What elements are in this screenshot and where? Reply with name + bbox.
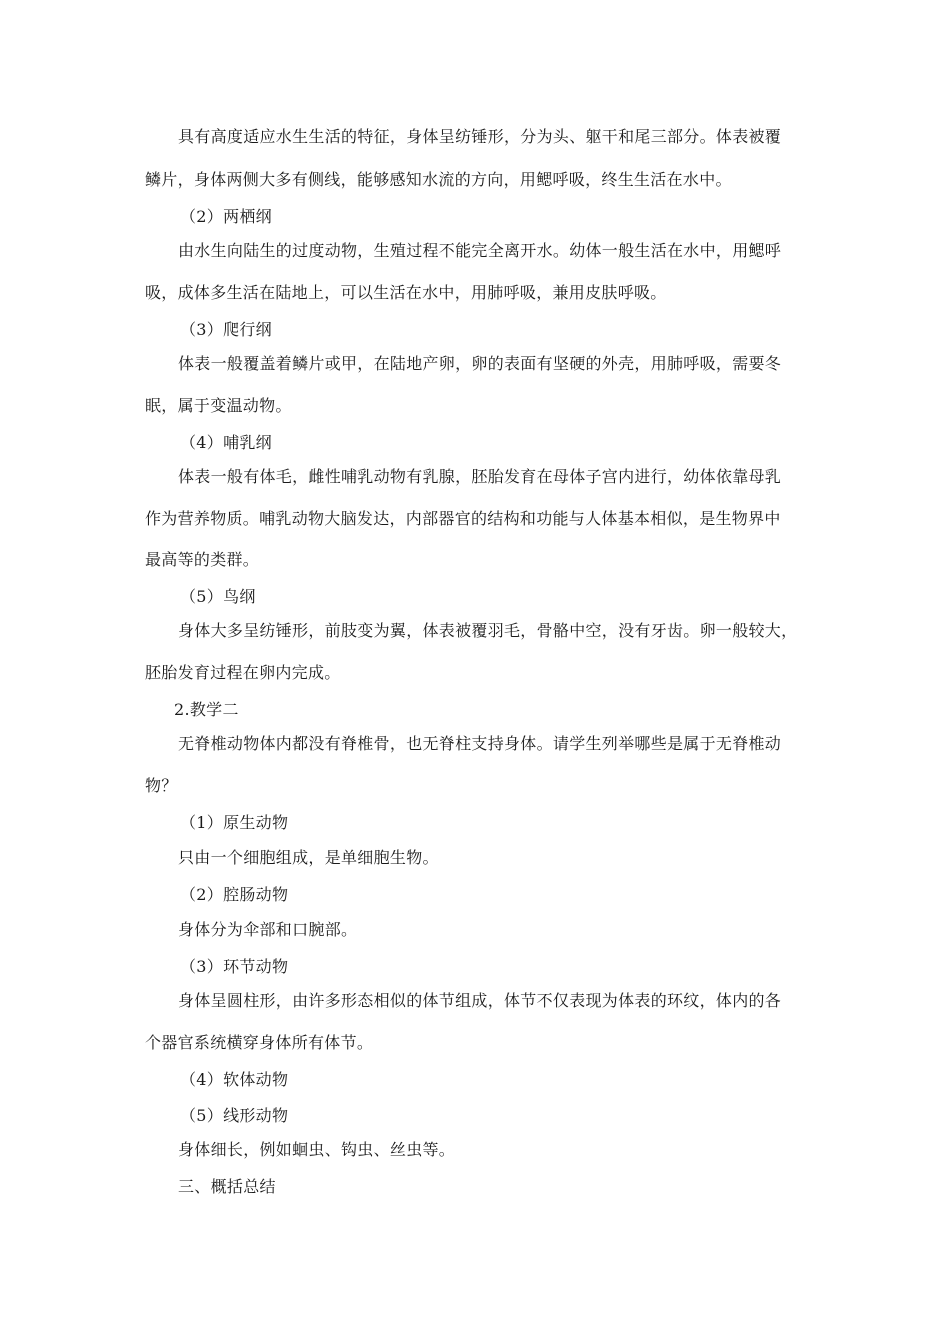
paragraph-line: 吸，成体多生活在陆地上，可以生活在水中，用肺呼吸，兼用皮肤呼吸。 (145, 283, 667, 302)
section-heading: （2）腔肠动物 (180, 885, 289, 904)
paragraph-line: 具有高度适应水生生活的特征，身体呈纺锤形，分为头、躯干和尾三部分。体表被覆 (178, 127, 782, 146)
paragraph-line: 最高等的类群。 (145, 550, 260, 569)
section-heading: （5）线形动物 (180, 1106, 289, 1125)
paragraph-line: 身体呈圆柱形，由许多形态相似的体节组成，体节不仅表现为体表的环纹，体内的各 (178, 991, 782, 1010)
section-heading: （4）哺乳纲 (180, 433, 272, 452)
paragraph-line: 只由一个细胞组成，是单细胞生物。 (178, 848, 439, 867)
section-heading: 三、概括总结 (178, 1177, 276, 1196)
paragraph-line: 身体分为伞部和口腕部。 (178, 920, 358, 939)
paragraph-line: 鳞片，身体两侧大多有侧线，能够感知水流的方向，用鳃呼吸，终生生活在水中。 (145, 170, 732, 189)
section-heading: （2）两栖纲 (180, 207, 272, 226)
paragraph-line: 体表一般覆盖着鳞片或甲，在陆地产卵，卵的表面有坚硬的外壳，用肺呼吸，需要冬 (178, 354, 782, 373)
paragraph-line: 由水生向陆生的过度动物，生殖过程不能完全离开水。幼体一般生活在水中，用鳃呼 (178, 241, 782, 260)
section-heading: （3）爬行纲 (180, 320, 272, 339)
paragraph-line: 胚胎发育过程在卵内完成。 (145, 663, 341, 682)
paragraph-line: 无脊椎动物体内都没有脊椎骨，也无脊柱支持身体。请学生列举哪些是属于无脊椎动 (178, 734, 782, 753)
section-heading: （5）鸟纲 (180, 587, 256, 606)
section-heading: （3）环节动物 (180, 957, 289, 976)
paragraph-line: 身体大多呈纺锤形，前肢变为翼，体表被覆羽毛，骨骼中空，没有牙齿。卵一般较大， (178, 621, 798, 640)
section-heading: 2.教学二 (174, 700, 239, 719)
paragraph-line: 个器官系统横穿身体所有体节。 (145, 1033, 374, 1052)
paragraph-line: 身体细长，例如蛔虫、钩虫、丝虫等。 (178, 1140, 456, 1159)
paragraph-line: 眠，属于变温动物。 (145, 396, 292, 415)
section-heading: （1）原生动物 (180, 813, 289, 832)
paragraph-line: 作为营养物质。哺乳动物大脑发达，内部器官的结构和功能与人体基本相似，是生物界中 (145, 509, 781, 528)
paragraph-line: 物？ (145, 776, 178, 795)
section-heading: （4）软体动物 (180, 1070, 289, 1089)
paragraph-line: 体表一般有体毛，雌性哺乳动物有乳腺，胚胎发育在母体子宫内进行，幼体依靠母乳 (178, 467, 782, 486)
